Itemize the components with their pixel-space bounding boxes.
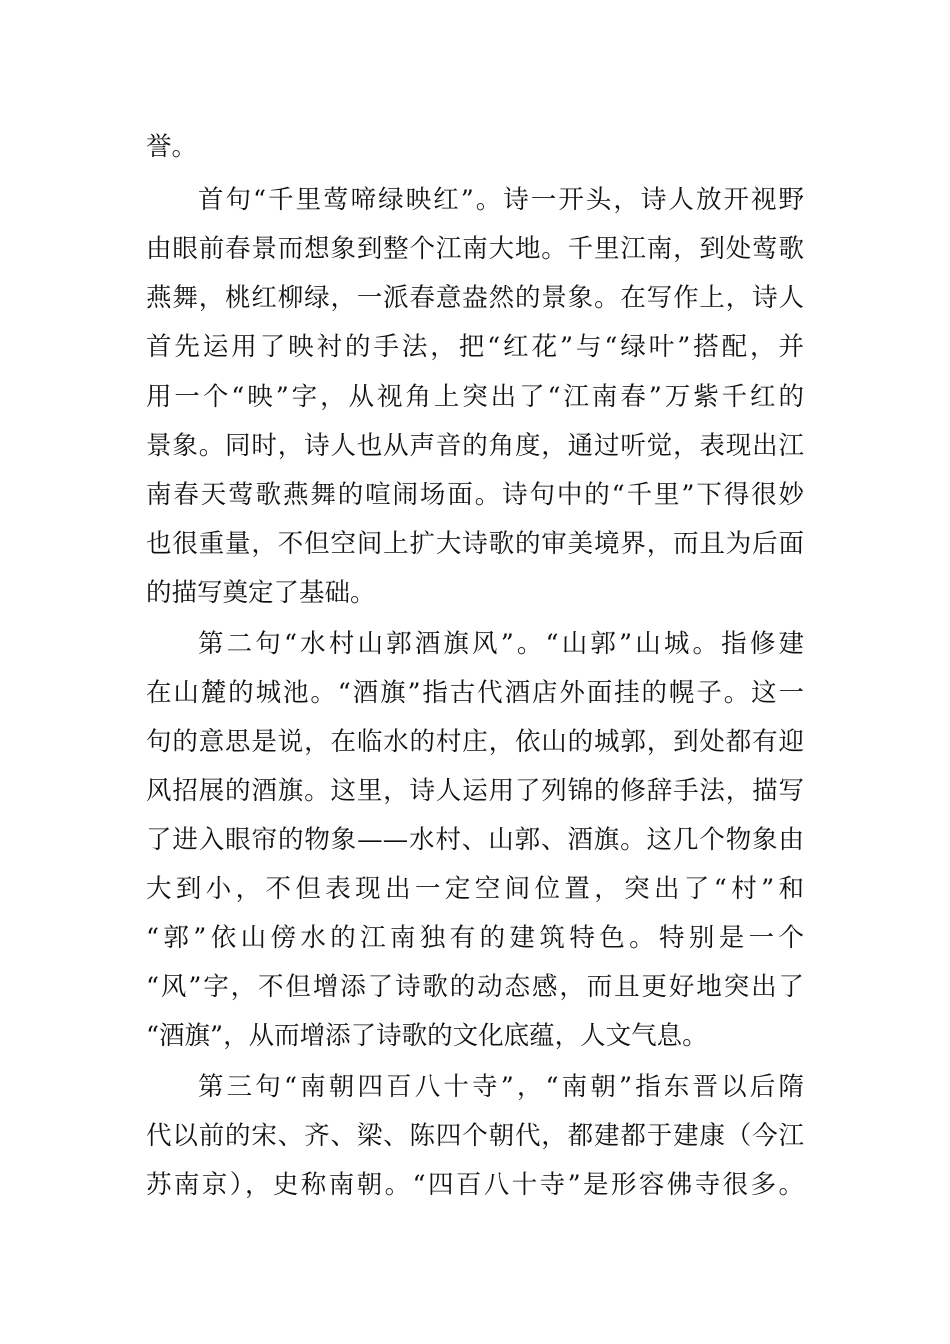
text-line-14: 风招展的酒旗。这里，诗人运用了列锦的修辞手法，描写 xyxy=(146,776,804,806)
text-line-3: 由眼前春景而想象到整个江南大地。千里江南，到处莺歌 xyxy=(146,234,804,264)
text-line-5: 首先运用了映衬的手法，把“红花”与“绿叶”搭配，并 xyxy=(146,332,804,362)
text-line-18: “风”字，不但增添了诗歌的动态感，而且更好地突出了 xyxy=(146,972,804,1002)
text-line-7: 景象。同时，诗人也从声音的角度，通过听觉，表现出江 xyxy=(146,431,804,461)
text-line-20: 第三句“南朝四百八十寺”，“南朝”指东晋以后隋 xyxy=(198,1072,804,1102)
text-line-16: 大到小，不但表现出一定空间位置，突出了“村”和 xyxy=(146,874,804,904)
text-line-22: 苏南京），史称南朝。“四百八十寺”是形容佛寺很多。 xyxy=(146,1170,804,1200)
text-line-9: 也很重量，不但空间上扩大诗歌的审美境界，而且为后面 xyxy=(146,529,804,559)
text-line-15: 了进入眼帘的物象——水村、山郭、酒旗。这几个物象由 xyxy=(146,825,804,855)
text-line-6: 用一个“映”字，从视角上突出了“江南春”万紫千红的 xyxy=(146,382,804,412)
text-line-12: 在山麓的城池。“酒旗”指古代酒店外面挂的幌子。这一 xyxy=(146,678,804,708)
text-line-8: 南春天莺歌燕舞的喧闹场面。诗句中的“千里”下得很妙 xyxy=(146,480,804,510)
text-line-21: 代以前的宋、齐、梁、陈四个朝代，都建都于建康（今江 xyxy=(146,1121,804,1151)
text-line-13: 句的意思是说，在临水的村庄，依山的城郭，到处都有迎 xyxy=(146,727,804,757)
text-line-1: 誉。 xyxy=(146,132,198,162)
text-line-2: 首句“千里莺啼绿映红”。诗一开头，诗人放开视野 xyxy=(198,185,804,215)
text-line-11: 第二句“水村山郭酒旗风”。“山郭”山城。指修建 xyxy=(198,629,804,659)
text-line-4: 燕舞，桃红柳绿，一派春意盎然的景象。在写作上，诗人 xyxy=(146,283,804,313)
text-line-10: 的描写奠定了基础。 xyxy=(146,578,376,608)
text-line-19: “酒旗”，从而增添了诗歌的文化底蕴，人文气息。 xyxy=(146,1021,708,1051)
text-line-17: “郭”依山傍水的江南独有的建筑特色。特别是一个 xyxy=(146,923,804,953)
